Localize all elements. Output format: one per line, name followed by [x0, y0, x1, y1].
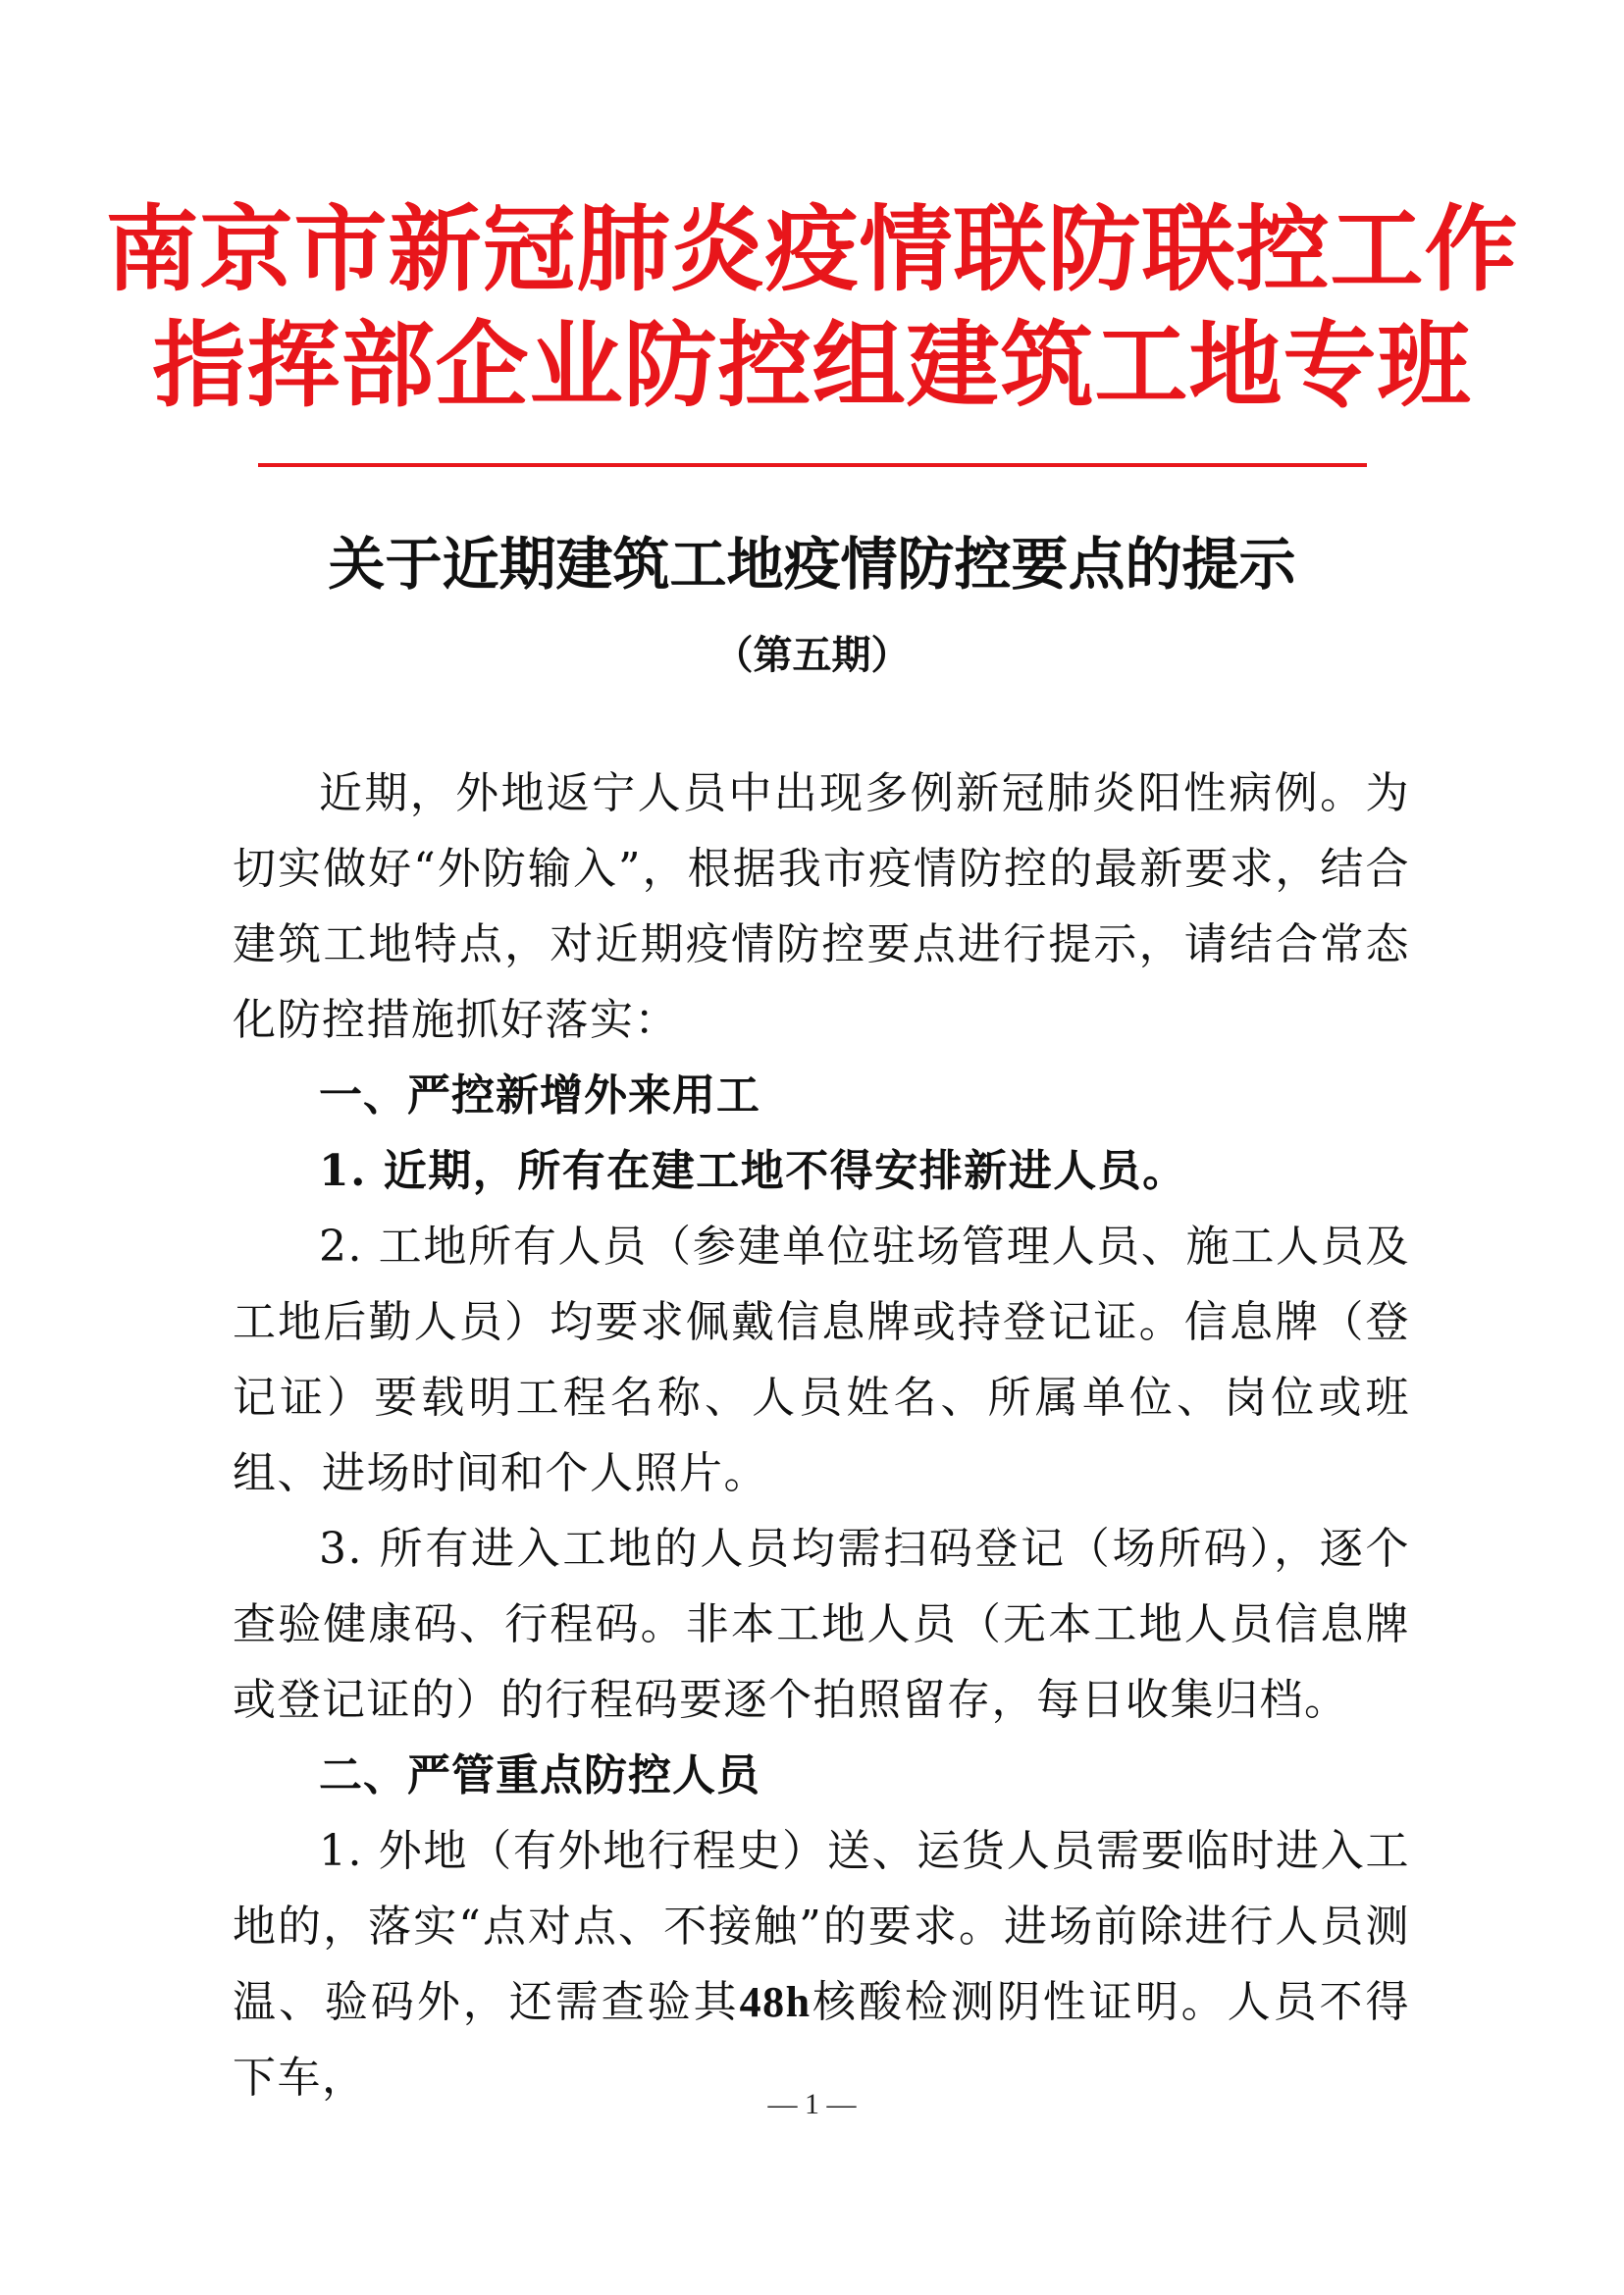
red-divider-line: [258, 463, 1367, 467]
section-2-item-1-text-a: 1. 外地（有外地行程史）送、运货人员需要临时进入工地的，落实“点对点、不接触”的要求。进场前除进行人员测温、验码外，还需查验其: [233, 1826, 1410, 2027]
intro-paragraph: 近期，外地返宁人员中出现多例新冠肺炎阳性病例。为切实做好“外防输入”，根据我市疫情防控的最新要求，结合建筑工地特点，对近期疫情防控要点进行提示，请结合常态化防控措施抓好落实：: [233, 768, 1410, 1045]
section-1-item-2: 2. 工地所有人员（参建单位驻场管理人员、施工人员及工地后勤人员）均要求佩戴信息牌或持登记证。信息牌（登记证）要载明工程名称、人员姓名、所属单位、岗位或班组、进场时间和个人照片。: [233, 1222, 1410, 1498]
page-number: — 1 —: [767, 2088, 857, 2120]
issue-number: （第五期）: [713, 633, 911, 678]
section-2-item-1: [233, 1813, 1410, 2115]
section-heading-2: 二、严管重点防控人员: [319, 1750, 760, 1800]
section-1-item-3: 3. 所有进入工地的人员均需扫码登记（场所码），逐个查验健康码、行程码。非本工地人员（无本工地人员信息牌或登记证的）的行程码要逐个拍照留存，每日收集归档。: [233, 1524, 1410, 1725]
issuer-title-line-1: 南京市新冠肺炎疫情联防联控工作: [105, 195, 1519, 304]
issuer-title-line-2: 指挥部企业防控组建筑工地专班: [152, 311, 1472, 420]
document-title: 关于近期建筑工地疫情防控要点的提示: [328, 531, 1296, 598]
section-2-item-1-hours: 48h: [739, 1978, 812, 2026]
section-2-item-1-text-b: 核酸检测阴性证明。人员不得下车，: [233, 1977, 1411, 2103]
document-body: [233, 756, 1410, 2115]
section-1-item-1: 1. 近期，所有在建工地不得安排新进人员。: [319, 1146, 1187, 1196]
section-heading-1: 一、严控新增外来用工: [319, 1070, 760, 1121]
